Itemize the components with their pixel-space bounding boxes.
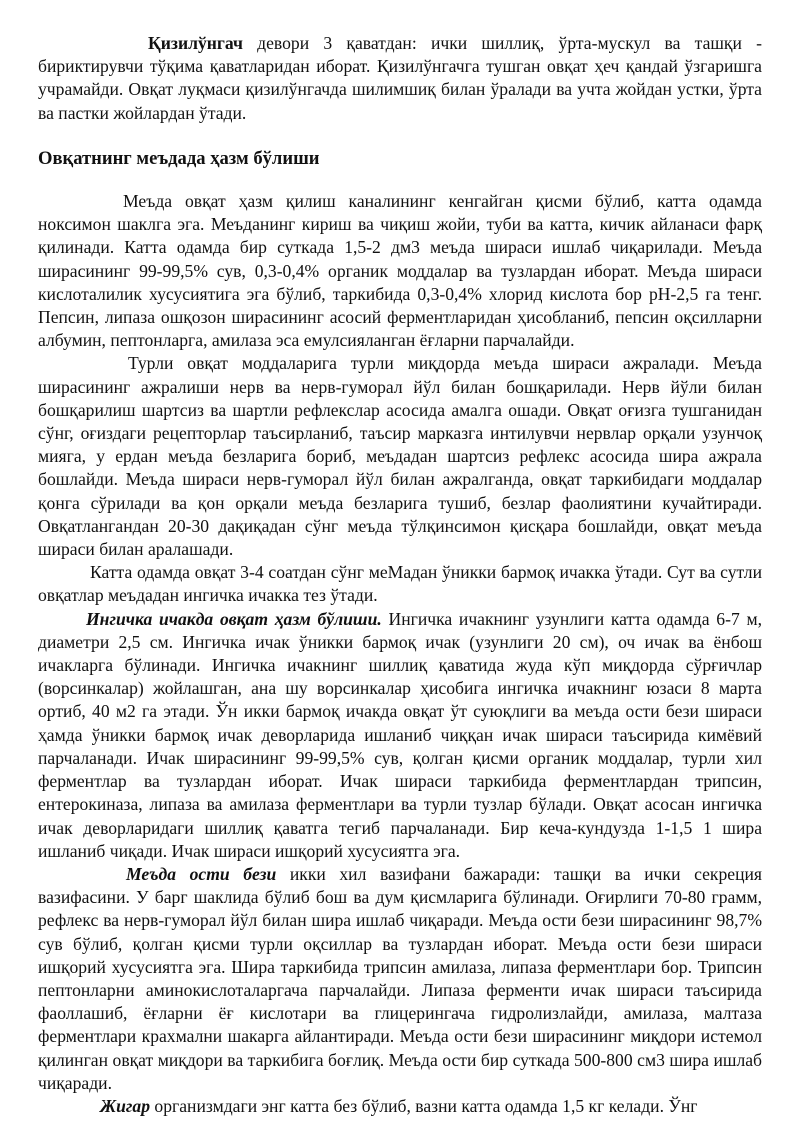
paragraph-pancreas: [38, 863, 762, 1095]
paragraph-small-intestine: [38, 608, 762, 863]
term-esophagus: Қизилўнгач: [148, 33, 243, 53]
paragraph-text: организмдаги энг катта без бўлиб, вазни катта одамда 1,5 кг келади. Ўнг: [150, 1095, 698, 1116]
term-small-intestine: Ингичка ичакда овқат ҳазм бўлиши.: [86, 608, 382, 629]
paragraph-text: Ингичка ичакнинг узунлиги катта одамда 6-7 м, диаметри 2,5 см. Ингичка ичак ўникки бармоқ ичак (узунлиги 20 см), оч ичак ва ёнбош ичакларга бўлинади. Ингичка ичакнинг шиллиқ қаватида жуда кўп миқдорда сўрғичлар (ворсинкалар) жойлашган, ана шу ворсинкалар ҳисобига ингичка ичакнинг юзаси 8 марта ортиб, 40 м2 га этади. Ўн икки бармоқ ичакда овқат ўт суюқлиги ва меъда ости бези шираси ҳамда ўникки бармоқ ичак деворларида ишланиб чиққан ичак шираси таъсирида кимёвий парчаланади. Ичак ширасининг 99-99,5% сув, қолган қисми органик моддалар, турли хил ферментлар ва тузлардан иборат. Ичак шираси таркибида ферментлардан трипсин, ентерокиназа, липаза ва амилаза ферментлари ва турли тузлар бўлади. Овқат асосан ингичка ичак деворларидаги шиллиқ қаватга тегиб парчаланади. Бир кеча-кундузда 1-1,5 1 шира ишланиб чиқади. Ичак шираси ишқорий хусусиятга эга.: [38, 608, 763, 861]
term-liver: Жигар: [100, 1095, 151, 1116]
document-page: [38, 32, 762, 1118]
paragraph-gastric-emptying: Катта одамда овқат 3-4 соатдан сўнг меМадан ўникки бармоқ ичакка ўтади. Сут ва сутли овқатлар меъдадан ингичка ичакка тез ўтади.: [38, 562, 762, 606]
paragraph-text: девори 3 қаватдан: ички шиллиқ, ўрта-мускул ва ташқи - бириктирувчи тўқима қаватларидан иборат. Қизилўнгачга тушган овқат ҳеч қандай ўзгаришга учрамайди. Овқат луқмаси қизилўнгачда шилимшиқ билан ўралади ва учта жойдан устки, ўрта ва пастки жойлардан ўтади.: [38, 33, 762, 123]
section-heading: Овқатнинг меъдада ҳазм бўлиши: [38, 147, 320, 169]
paragraph-text: икки хил вазифани бажаради: ташқи ва ички секреция вазифасини. У барг шаклида бўлиб бош ва дум қисмларига бўлинади. Оғирлиги 70-80 грамм, рефлекс ва нерв-гуморал йўл билан шира ишлаб чиқаради. Меъда ости бези ширасининг 98,7% сув бўлиб, қолган қисми турли оқсиллар ва тузлардан иборат. Меъда ости бези шираси ишқорий хусусиятга эга. Шира таркибида трипсин амилаза, липаза ферментлари бор. Трипсин пептонларни аминокислоталаргача парчалайди. Липаза ферменти ичак шираси таъсирида фаоллашиб, ёғларни ёғ кислотари ва глицерингача гидролизлайди, амилаза, малтаза ферментлари крахмални шакарга айлантиради. Меъда ости бези ширасининг миқдори истемол қилинган овқат миқдори ва таркибига боғлиқ. Меъда ости бир суткада 500-800 см3 шира ишлаб чиқаради.: [38, 863, 762, 1093]
paragraph-liver: [38, 1095, 762, 1118]
paragraph-stomach: Меъда овқат ҳазм қилиш каналининг кенгайган қисми бўлиб, катта одамда ноксимон шаклга эга. Меъданинг кириш ва чиқиш жойи, туби ва катта, кичик айланаси фарқ қилинади. Катта одамда бир суткада 1,5-2 дм3 меъда шираси ишлаб чиқарилади. Меъда ширасининг 99-99,5% сув, 0,3-0,4% органик моддалар ва тузлардан иборат. Меъда шираси кислоталилик хусусиятига эга бўлиб, таркибида 0,3-0,4% хлорид кислота бор рН-2,5 га тенг. Пепсин, липаза ошқозон ширасининг асосий ферментларидан ҳисобланиб, пепсин оқсилларни албумин, пептонларга, амилаза эса емулсияланган ёғларни парчалайди.: [38, 191, 762, 351]
term-pancreas: Меъда ости бези: [126, 863, 277, 884]
paragraph-esophagus: [38, 32, 762, 125]
paragraph-gastric-secretion: Турли овқат моддаларига турли миқдорда меъда шираси ажралади. Меъда ширасининг ажралиши нерв ва нерв-гуморал йўл билан бошқарилади. Нерв йўли билан бошқарилиш шартсиз ва шартли рефлекслар асосида амалга ошади. Овқат оғизга тушганидан сўнг, оғиздаги рецепторлар таъсирланиб, таъсир марказга интилувчи нервлар орқали узунчоқ мияга, у ердан меъда безларига бориб, меъдадан шартсиз рефлекс асосида шира ажрала бошлайди. Меъда шираси нерв-гуморал йўл билан ажралганда, овқат таркибидаги моддалар қонга сўрилади ва қон орқали меъда безларига тушиб, безлар фаолиятини кучайтиради. Овқатлангандан 20-30 дақиқадан сўнг меъда тўлқинсимон қисқара бошлайди, овқат меъда шираси билан аралашади.: [38, 353, 762, 560]
